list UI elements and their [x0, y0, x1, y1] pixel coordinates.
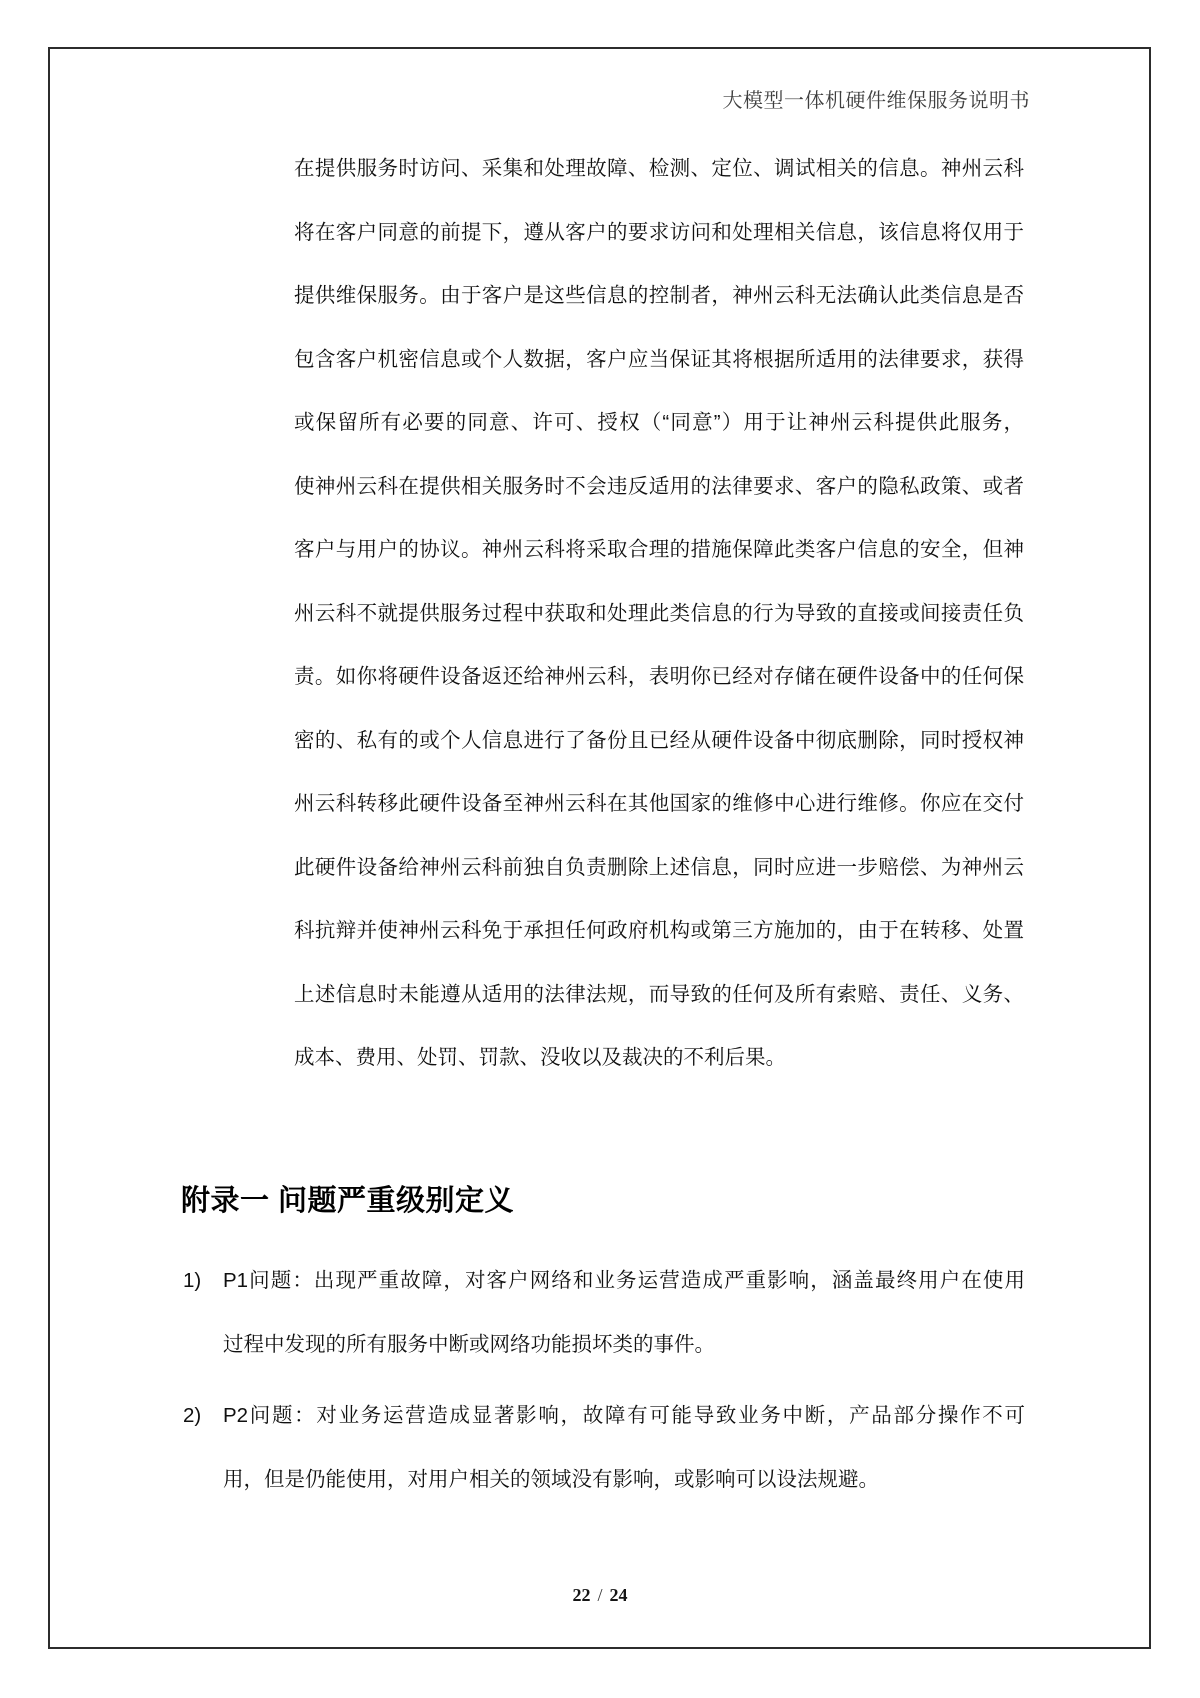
paragraph-line: 包含客户机密信息或个人数据，客户应当保证其将根据所适用的法律要求，获得 — [294, 347, 1024, 371]
appendix-heading: 附录一 问题严重级别定义 — [181, 1185, 515, 1217]
paragraph-line: 上述信息时未能遵从适用的法律法规，而导致的任何及所有索赔、责任、义务、 — [294, 982, 1024, 1006]
paragraph-line: 提供维保服务。由于客户是这些信息的控制者，神州云科无法确认此类信息是否 — [294, 284, 1024, 307]
list-item-line: 过程中发现的所有服务中断或网络功能损坏类的事件。 — [223, 1332, 715, 1356]
paragraph-line: 责。如你将硬件设备返还给神州云科，表明你已经对存储在硬件设备中的任何保 — [294, 665, 1024, 688]
paragraph-line: 使神州云科在提供相关服务时不会违反适用的法律要求、客户的隐私政策、或者 — [294, 474, 1024, 498]
severity-list-item-p1 — [183, 1249, 1025, 1376]
header-title: 大模型一体机硬件维保服务说明书 — [722, 90, 1030, 112]
paragraph-line: 将在客户同意的前提下，遵从客户的要求访问和处理相关信息，该信息将仅用于 — [294, 220, 1024, 244]
list-item-number: 1) — [183, 1269, 202, 1292]
list-item-text — [223, 1249, 1025, 1376]
body-paragraph — [294, 137, 1024, 1090]
paragraph-line: 州云科转移此硬件设备至神州云科在其他国家的维修中心进行维修。你应在交付 — [294, 792, 1024, 815]
list-item-line: P2问题：对业务运营造成显著影响，故障有可能导致业务中断，产品部分操作不可 — [223, 1404, 1025, 1427]
page-header — [0, 84, 1030, 113]
list-item-line: 用，但是仍能使用，对用户相关的领域没有影响，或影响可以设法规避。 — [223, 1467, 879, 1491]
severity-list-item-p2 — [183, 1384, 1025, 1511]
paragraph-line: 或保留所有必要的同意、许可、授权（“同意”）用于让神州云科提供此服务， — [294, 411, 1024, 434]
list-item-text — [223, 1384, 1025, 1511]
footer-total-pages: 24 — [609, 1585, 628, 1605]
paragraph-line: 在提供服务时访问、采集和处理故障、检测、定位、调试相关的信息。神州云科 — [294, 157, 1024, 180]
paragraph-line: 密的、私有的或个人信息进行了备份且已经从硬件设备中彻底删除，同时授权神 — [294, 728, 1024, 752]
footer-separator: / — [597, 1585, 603, 1605]
paragraph-line: 此硬件设备给神州云科前独自负责删除上述信息，同时应进一步赔偿、为神州云 — [294, 855, 1024, 879]
paragraph-line: 客户与用户的协议。神州云科将采取合理的措施保障此类客户信息的安全，但神 — [294, 538, 1024, 561]
footer-current-page: 22 — [572, 1585, 591, 1605]
page-footer — [0, 1585, 1200, 1606]
paragraph-line: 成本、费用、处罚、罚款、没收以及裁决的不利后果。 — [294, 1046, 786, 1069]
paragraph-line: 科抗辩并使神州云科免于承担任何政府机构或第三方施加的，由于在转移、处置 — [294, 919, 1024, 942]
list-item-number: 2) — [183, 1404, 202, 1427]
paragraph-line: 州云科不就提供服务过程中获取和处理此类信息的行为导致的直接或间接责任负 — [294, 601, 1024, 625]
list-item-line: P1问题：出现严重故障，对客户网络和业务运营造成严重影响，涵盖最终用户在使用 — [223, 1269, 1025, 1292]
